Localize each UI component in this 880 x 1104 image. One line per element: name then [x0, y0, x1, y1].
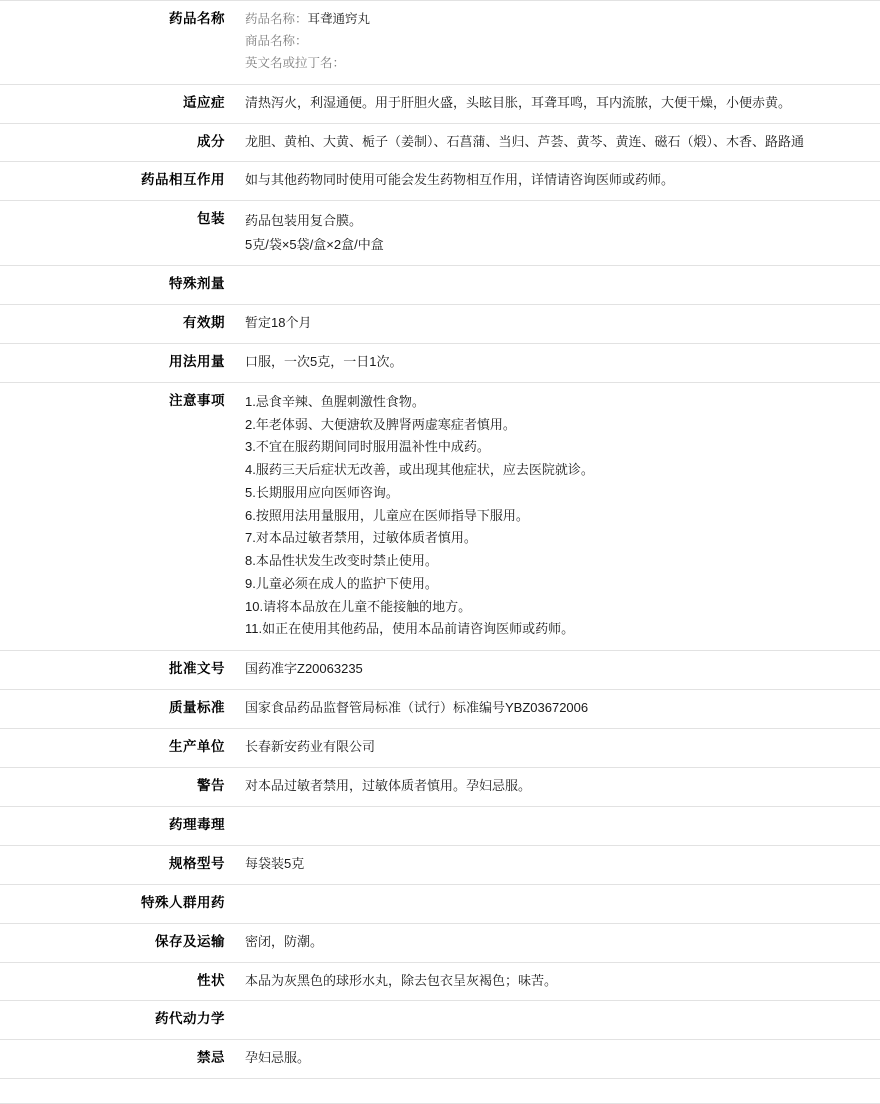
table-row	[0, 84, 880, 123]
row-value: 本品为灰黑色的球形水丸，除去包衣呈灰褐色；味苦。	[235, 962, 880, 1001]
row-label: 药品相互作用	[0, 162, 235, 201]
row-label: 质量标准	[0, 690, 235, 729]
table-row	[0, 305, 880, 344]
drug-name-line	[245, 9, 870, 31]
row-value	[235, 1001, 880, 1040]
row-value: 孕妇忌服。	[235, 1040, 880, 1079]
table-row	[0, 651, 880, 690]
list-item: 2.年老体弱、大便溏软及脾肾两虚寒症者慎用。	[245, 416, 516, 432]
drug-info-table-body	[0, 1, 880, 1079]
list-item: 10.请将本品放在儿童不能接触的地方。	[245, 598, 472, 614]
row-value	[235, 266, 880, 305]
trade-name-label: 商品名称：	[245, 33, 308, 48]
row-label: 特殊剂量	[0, 266, 235, 305]
drug-name-value: 耳聋通窍丸	[307, 12, 371, 26]
table-row	[0, 962, 880, 1001]
table-row	[0, 884, 880, 923]
precaution-list	[245, 391, 870, 641]
row-value	[235, 806, 880, 845]
table-row	[0, 729, 880, 768]
row-value: 国家食品药品监督管局标准（试行）标准编号YBZ03672006	[235, 690, 880, 729]
list-item: 3.不宜在服药期间同时服用温补性中成药。	[245, 439, 490, 455]
row-value: 密闭，防潮。	[235, 923, 880, 962]
row-label: 保存及运输	[0, 923, 235, 962]
row-label: 禁忌	[0, 1040, 235, 1079]
package-line-1: 药品包装用复合膜。	[245, 213, 363, 229]
row-value: 龙胆、黄柏、大黄、栀子（姜制）、石菖蒲、当归、芦荟、黄芩、黄连、磁石（煅）、木香、路路通	[235, 123, 880, 162]
table-row	[0, 845, 880, 884]
list-item: 8.本品性状发生改变时禁止使用。	[245, 553, 438, 569]
row-value: 长春新安药业有限公司	[235, 729, 880, 768]
row-value: 每袋装5克	[235, 845, 880, 884]
trade-name-line	[245, 31, 870, 53]
row-value-lines	[235, 201, 880, 266]
table-row	[0, 266, 880, 305]
row-value: 暂定18个月	[235, 305, 880, 344]
table-row	[0, 1, 880, 85]
row-label: 适应症	[0, 84, 235, 123]
list-item: 11.如正在使用其他药品，使用本品前请咨询医师或药师。	[245, 621, 575, 637]
row-label: 药品名称	[0, 1, 235, 85]
table-row	[0, 162, 880, 201]
list-item: 6.按照用法用量服用，儿童应在医师指导下服用。	[245, 507, 529, 523]
row-value-name-block	[235, 1, 880, 85]
row-value: 国药准字Z20063235	[235, 651, 880, 690]
latin-name-line	[245, 53, 870, 75]
row-label: 警告	[0, 767, 235, 806]
table-row	[0, 382, 880, 650]
list-item: 9.儿童必须在成人的监护下使用。	[245, 575, 438, 591]
row-value: 如与其他药物同时使用可能会发生药物相互作用，详情请咨询医师或药师。	[235, 162, 880, 201]
list-item: 4.服药三天后症状无改善，或出现其他症状，应去医院就诊。	[245, 462, 594, 478]
row-label: 批准文号	[0, 651, 235, 690]
package-line-2: 5克/袋×5袋/盒×2盒/中盒	[245, 236, 384, 252]
row-label: 性状	[0, 962, 235, 1001]
drug-name-label: 药品名称：	[245, 12, 308, 26]
table-row	[0, 344, 880, 383]
row-value: 清热泻火，利湿通便。用于肝胆火盛，头眩目胀，耳聋耳鸣，耳内流脓，大便干燥，小便赤黄。	[235, 84, 880, 123]
row-value	[235, 884, 880, 923]
row-value: 口服，一次5克，一日1次。	[235, 344, 880, 383]
row-label: 包装	[0, 201, 235, 266]
row-label: 有效期	[0, 305, 235, 344]
row-label: 药理毒理	[0, 806, 235, 845]
row-label: 用法用量	[0, 344, 235, 383]
table-row	[0, 923, 880, 962]
row-label: 成分	[0, 123, 235, 162]
row-label: 规格型号	[0, 845, 235, 884]
row-label: 生产单位	[0, 729, 235, 768]
table-row	[0, 690, 880, 729]
row-label: 特殊人群用药	[0, 884, 235, 923]
table-row	[0, 1040, 880, 1079]
row-label: 注意事项	[0, 382, 235, 650]
row-value-list	[235, 382, 880, 650]
row-value: 对本品过敏者禁用，过敏体质者慎用。孕妇忌服。	[235, 767, 880, 806]
latin-name-label: 英文名或拉丁名：	[245, 55, 346, 70]
table-row	[0, 767, 880, 806]
list-item: 7.对本品过敏者禁用，过敏体质者慎用。	[245, 530, 477, 546]
row-label: 药代动力学	[0, 1001, 235, 1040]
list-item: 1.忌食辛辣、鱼腥刺激性食物。	[245, 393, 425, 409]
table-row	[0, 123, 880, 162]
table-row	[0, 1001, 880, 1040]
table-row	[0, 806, 880, 845]
list-item: 5.长期服用应向医师咨询。	[245, 484, 399, 500]
table-row	[0, 201, 880, 266]
